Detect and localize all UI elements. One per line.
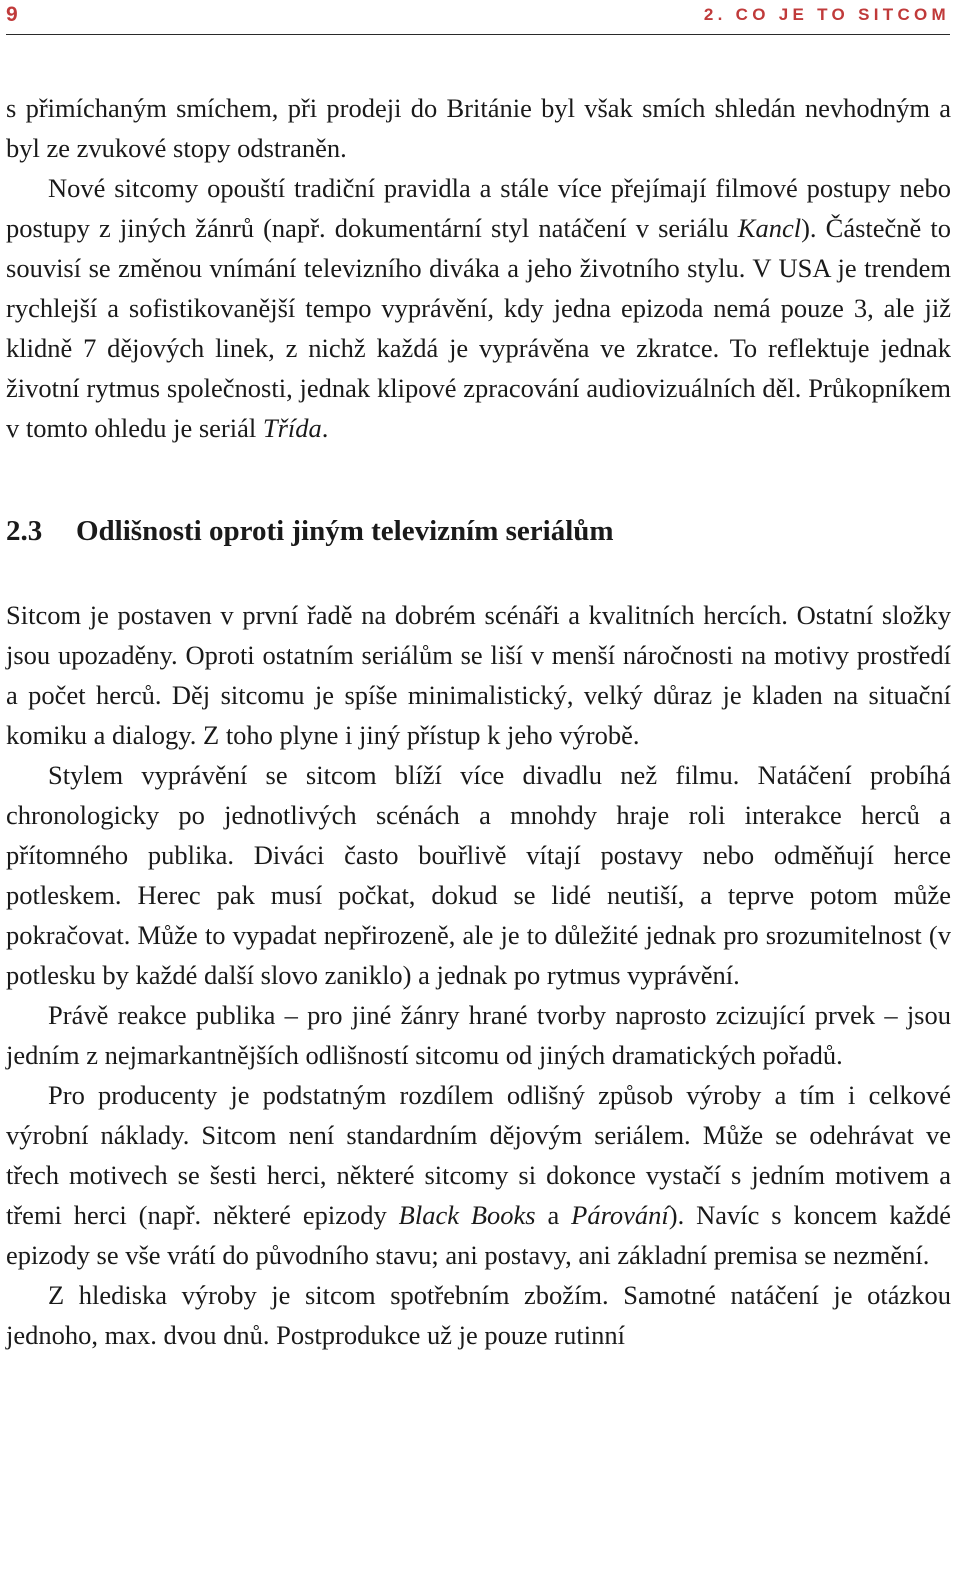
- paragraph: Sitcom je postaven v první řadě na dobrém scénáři a kvalitních hercích. Ostatní složky jsou upozaděny. Oproti ostatním seriálům se liší v menší náročnosti na motivy prostředí a počet herců. Děj sitcomu je spíše minimalistický, velký důraz je kladen na situační komiku a dialogy. Z toho plyne i jiný přístup k jeho výrobě.: [6, 600, 951, 750]
- paragraph: Právě reakce publika – pro jiné žánry hrané tvorby naprosto zcizující prvek – jsou jedním z nejmarkantnějších odlišností sitcomu od jiných dramatických pořadů.: [6, 1000, 951, 1070]
- header-rule: [6, 34, 950, 35]
- italic-title: Třída: [262, 413, 322, 443]
- text-run: ). Částečně to souvisí se změnou vnímání televizního diváka a jeho životního stylu. V USA je trendem rychlejší a sofistikovanější tempo vyprávění, kdy jedna epizoda nemá pouze 3, ale již klidně 7 dějových linek, z nichž každá je vyprávěna ve zkratce. To reflektuje jednak životní rytmus společnosti, jednak klipové zpracování audiovizuálních děl. Průkopníkem v tomto ohledu je seriál: [6, 213, 951, 443]
- paragraph: [6, 168, 951, 448]
- paragraph: Stylem vyprávění se sitcom blíží více divadlu než filmu. Natáčení probíhá chronologicky po jednotlivých scénách a mnohdy hraje roli interakce herců a přítomného publika. Diváci často bouřlivě vítají postavy nebo odměňují herce potleskem. Herec pak musí počkat, dokud se lidé neutiší, a teprve potom může pokračovat. Může to vypadat nepřirozeně, ale je to důležité jednak pro srozumitelnost (v potlesku by každé další slovo zaniklo) a jednak po rytmus vyprávění.: [6, 760, 951, 990]
- italic-title: Kancl: [737, 213, 802, 243]
- text-run: Nové sitcomy opouští tradiční pravidla a stále více přejímají filmové postupy nebo postupy z jiných žánrů (např. dokumentární styl natáčení v seriálu: [6, 173, 951, 243]
- italic-title: Black Books: [398, 1200, 536, 1230]
- section-heading: [6, 511, 951, 551]
- italic-title: Párování: [571, 1200, 669, 1230]
- text-run: .: [321, 413, 329, 443]
- text-run: Pro producenty je podstatným rozdílem odlišný způsob výroby a tím i celkové výrobní náklady. Sitcom není standardním dějovým seriálem. Může se odehrávat ve třech motivech se šesti herci, některé sitcomy si dokonce vystačí s jedním motivem a třemi herci (např. některé epizody: [6, 1080, 951, 1230]
- running-head: 2. CO JE TO SITCOM: [703, 5, 950, 24]
- paragraph: s přimíchaným smíchem, při prodeji do Británie byl však smích shledán nevhodným a byl ze zvukové stopy odstraněn.: [6, 93, 951, 163]
- section-number: 2.3: [6, 515, 43, 547]
- body-text: [6, 88, 951, 1355]
- paragraph: [6, 1075, 951, 1275]
- paragraph: Z hlediska výroby je sitcom spotřebním zbožím. Samotné natáčení je otázkou jednoho, max. dvou dnů. Postprodukce už je pouze rutinní: [6, 1280, 951, 1350]
- page-header: [6, 0, 950, 34]
- page-number: 9: [6, 3, 18, 26]
- section-title: Odlišnosti oproti jiným televizním seriálům: [76, 515, 614, 547]
- text-run: ). Navíc s koncem každé epizody se vše vrátí do původního stavu; ani postavy, ani základní premisa se nezmění.: [6, 1200, 951, 1270]
- text-run: a: [535, 1200, 572, 1230]
